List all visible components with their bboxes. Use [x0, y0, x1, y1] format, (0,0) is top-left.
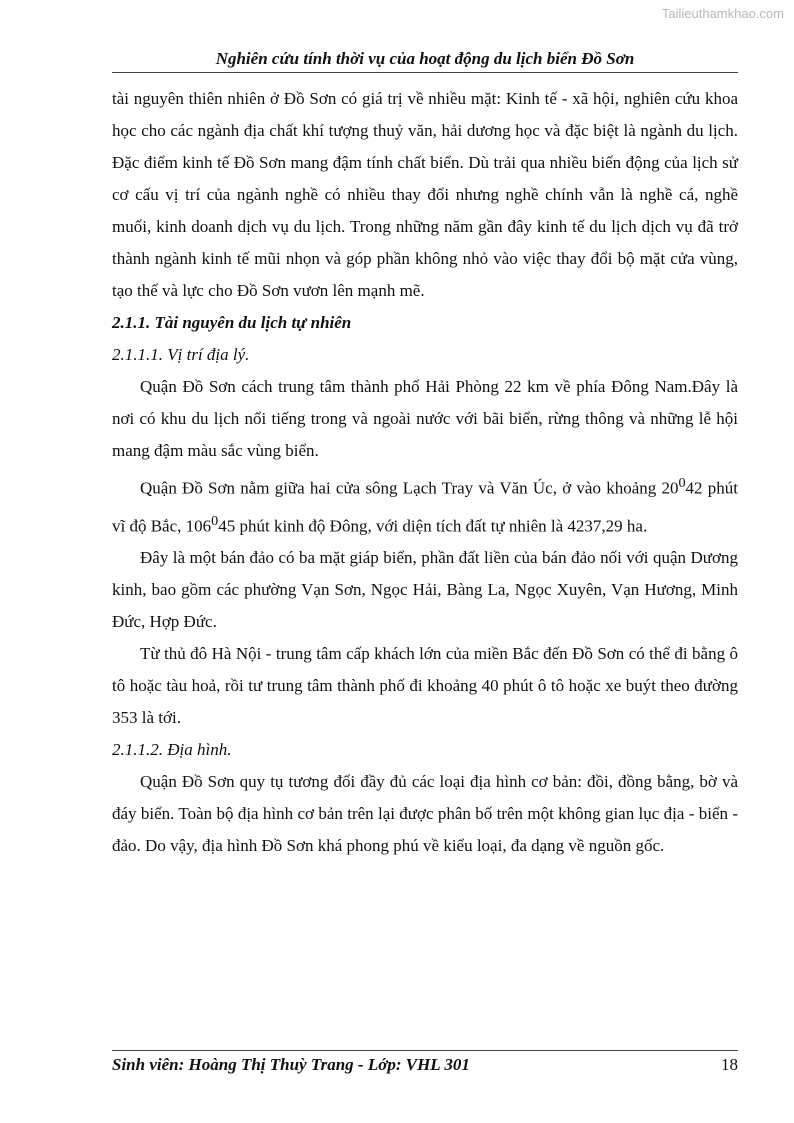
page-header-title: Nghiên cứu tính thời vụ của hoạt động du lịch biển Đồ Sơn	[215, 49, 635, 68]
paragraph-coordinates	[112, 467, 738, 542]
footer-author: Sinh viên: Hoàng Thị Thuỳ Trang - Lớp: VHL 301	[112, 1055, 470, 1074]
paragraph-intro: tài nguyên thiên nhiên ở Đồ Sơn có giá trị về nhiều mặt: Kinh tế - xã hội, nghiên cứu khoa học cho các ngành địa chất khí tượng thuỷ văn, hải dương học và đặc biệt là ngành du lịch. Đặc điểm kinh tế Đồ Sơn mang đậm tính chất biển. Dù trải qua nhiều biến động của lịch sử cơ cấu vị trí của ngành nghề có nhiều thay đổi nhưng nghề chính vẫn là nghề cá, nghề muối, kinh doanh dịch vụ du lịch. Trong những năm gần đây kinh tế du lịch dịch vụ đã trở thành ngành kinh tế mũi nhọn và góp phần không nhỏ vào việc thay đổi bộ mặt cửa vùng, tạo thế và lực cho Đồ Sơn vươn lên mạnh mẽ.	[112, 89, 738, 300]
page-footer	[112, 1054, 738, 1076]
paragraph-peninsula: Đây là một bán đảo có ba mặt giáp biển, phần đất liền của bán đảo nối với quận Dương kinh, bao gồm các phường Vạn Sơn, Ngọc Hải, Bàng La, Ngọc Xuyên, Vạn Hương, Minh Đức, Hợp Đức.	[112, 548, 738, 632]
section-heading: 2.1.1. Tài nguyên du lịch tự nhiên	[112, 313, 352, 332]
footer-divider	[112, 1050, 738, 1051]
header-divider	[112, 72, 738, 73]
subsection-heading-terrain: 2.1.1.2. Địa hình.	[112, 740, 232, 760]
coordinates-text-a: Quận Đồ Sơn nằm giữa hai cửa sông Lạch Tray và Văn Úc, ở vào khoảng 20	[140, 478, 679, 498]
coordinates-text-c: 45 phút kinh độ Đông, với diện tích đất tự nhiên là 4237,29 ha.	[218, 516, 648, 536]
page-number: 18	[721, 1055, 738, 1074]
paragraph-access: Từ thủ đô Hà Nội - trung tâm cấp khách lớn của miền Bắc đến Đồ Sơn có thể đi bằng ô tô hoặc tàu hoả, rồi tư trung tâm thành phố đi khoảng 40 phút ô tô hoặc xe buýt theo đường 353 là tới.	[112, 644, 738, 728]
paragraph-location: Quận Đồ Sơn cách trung tâm thành phố Hải Phòng 22 km về phía Đông Nam.Đây là nơi có khu du lịch nổi tiếng trong và ngoài nước với bãi biển, rừng thông và những lễ hội mang đậm màu sắc vùng biển.	[112, 377, 738, 460]
coordinates-text-b: 42 phút vĩ độ Bắc, 106	[112, 478, 738, 536]
document-body	[112, 83, 738, 862]
degree-superscript: 0	[678, 475, 686, 491]
paragraph-terrain: Quận Đồ Sơn quy tụ tương đối đầy đủ các loại địa hình cơ bản: đồi, đồng bằng, bờ và đáy biển. Toàn bộ địa hình cơ bản trên lại được phân bố trên một không gian lục địa - biển - đảo. Do vậy, địa hình Đồ Sơn khá phong phú về kiểu loại, đa dạng về nguồn gốc.	[112, 772, 738, 856]
subsection-heading-location: 2.1.1.1. Vị trí địa lý.	[112, 345, 250, 364]
degree-superscript: 0	[211, 512, 219, 529]
watermark: Tailieuthamkhao.com	[661, 6, 784, 21]
